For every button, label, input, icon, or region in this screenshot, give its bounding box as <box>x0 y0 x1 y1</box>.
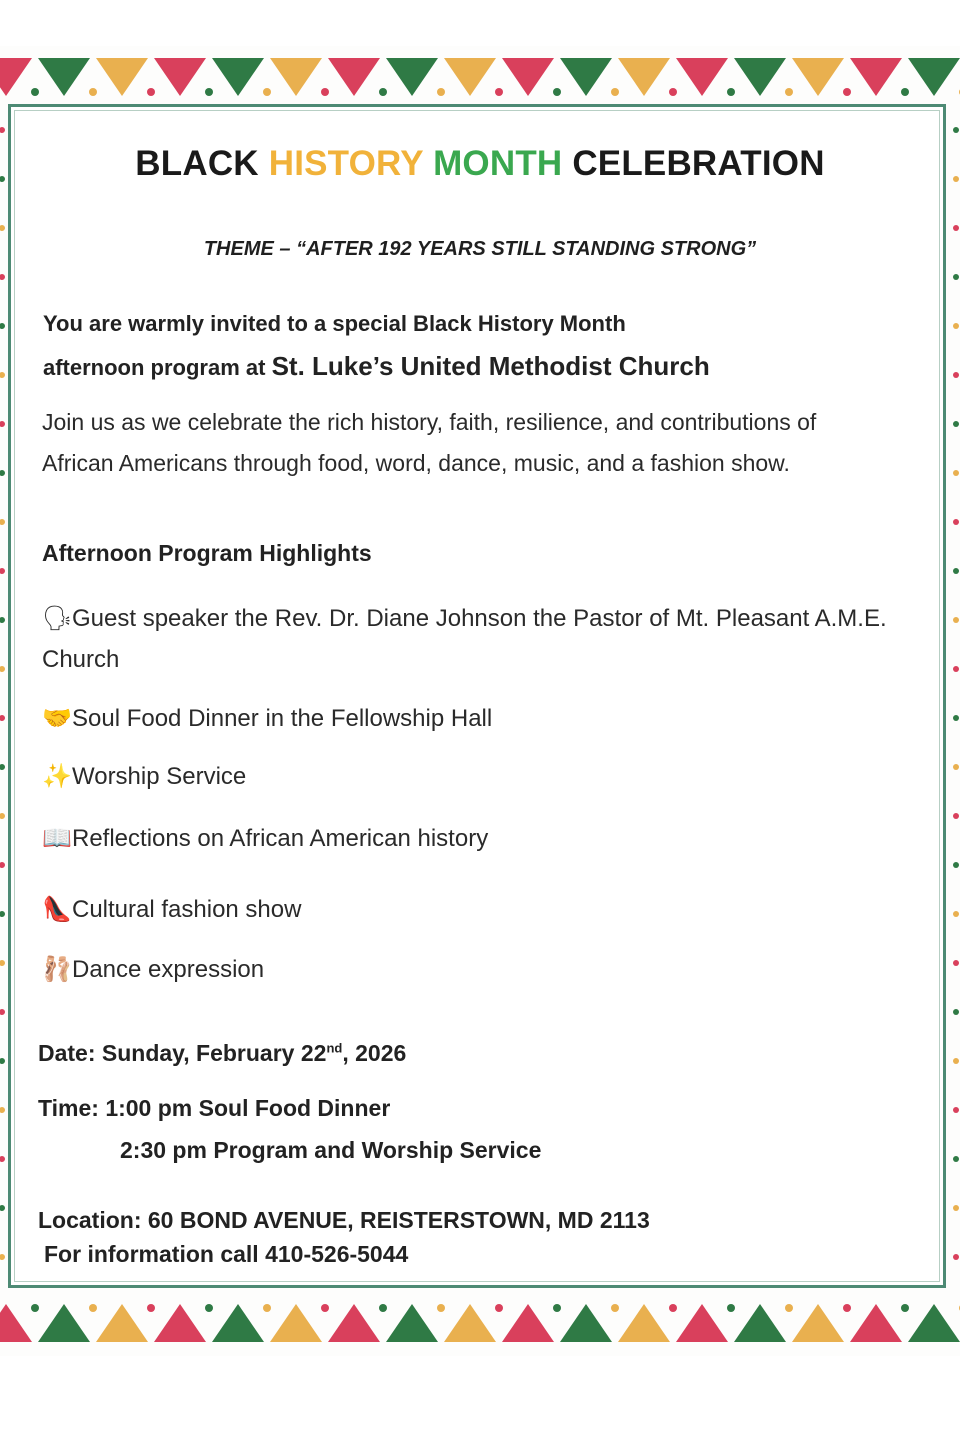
border-triangle <box>154 58 206 96</box>
title-word-black: BLACK <box>135 144 259 183</box>
border-triangle <box>502 58 554 96</box>
sparkles-icon: ✨ <box>42 763 72 790</box>
border-dot <box>31 1304 39 1312</box>
side-dot <box>0 1009 5 1015</box>
side-dot <box>0 764 5 770</box>
event-time-program: 2:30 pm Program and Worship Service <box>120 1137 542 1163</box>
side-dot <box>953 813 959 819</box>
side-dot <box>953 323 959 329</box>
border-dot <box>437 88 445 96</box>
border-triangle <box>502 1304 554 1342</box>
side-dot <box>953 568 959 574</box>
border-dot <box>495 88 503 96</box>
border-triangle <box>328 1304 380 1342</box>
contact-info: For information call 410-526-5044 <box>44 1241 409 1267</box>
invitation-text <box>43 302 923 389</box>
border-dot <box>263 1304 271 1312</box>
side-dot <box>953 470 959 476</box>
border-triangle <box>212 58 264 96</box>
invitation-line-1: You are warmly invited to a special Black History Month <box>43 311 626 336</box>
side-dot <box>0 1156 5 1162</box>
side-dot <box>953 1156 959 1162</box>
side-dot <box>953 1058 959 1064</box>
border-dot <box>901 1304 909 1312</box>
border-dot <box>379 88 387 96</box>
side-dot <box>0 960 5 966</box>
border-dot <box>785 1304 793 1312</box>
border-triangle <box>96 58 148 96</box>
border-dot <box>263 88 271 96</box>
border-dot <box>843 1304 851 1312</box>
border-triangle <box>212 1304 264 1342</box>
border-dot <box>785 88 793 96</box>
border-triangle <box>792 58 844 96</box>
border-triangle <box>328 58 380 96</box>
church-name: St. Luke’s United Methodist Church <box>271 351 710 381</box>
side-dot <box>0 470 5 476</box>
border-dot <box>205 88 213 96</box>
highlight-text: Dance expression <box>72 956 265 983</box>
border-dot <box>147 88 155 96</box>
side-dot <box>0 372 5 378</box>
ballet-shoes-icon: 🩰 <box>42 956 72 983</box>
date-ordinal: nd <box>326 1040 343 1056</box>
side-dot <box>0 127 5 133</box>
highlight-item-reflections <box>42 818 902 859</box>
border-dot <box>843 88 851 96</box>
side-dot <box>953 225 959 231</box>
title-word-history: HISTORY <box>268 144 424 183</box>
side-dot <box>953 1107 959 1113</box>
side-dot <box>953 862 959 868</box>
side-dot <box>0 421 5 427</box>
side-dot <box>953 617 959 623</box>
speaking-head-icon: 🗣 <box>42 605 73 632</box>
border-triangle <box>850 58 902 96</box>
highlight-item-dance-expression <box>42 949 902 990</box>
border-triangle <box>618 58 670 96</box>
side-dot <box>0 519 5 525</box>
border-dot <box>669 1304 677 1312</box>
event-location: Location: 60 BOND AVENUE, REISTERSTOWN, MD 2113 <box>38 1207 650 1233</box>
event-time-dinner: Time: 1:00 pm Soul Food Dinner <box>38 1095 391 1121</box>
side-dot <box>0 274 5 280</box>
highlight-text: Soul Food Dinner in the Fellowship Hall <box>72 705 493 732</box>
border-triangle <box>560 1304 612 1342</box>
border-triangle <box>792 1304 844 1342</box>
border-dot <box>31 88 39 96</box>
side-dot <box>953 519 959 525</box>
border-dot <box>727 1304 735 1312</box>
title-word-celebration: CELEBRATION <box>572 144 825 183</box>
border-triangle <box>270 58 322 96</box>
side-dot <box>0 862 5 868</box>
invitation-line-2 <box>43 345 923 389</box>
border-triangle <box>618 1304 670 1342</box>
side-dot <box>0 1254 5 1260</box>
side-dot <box>953 911 959 917</box>
title-word-month: MONTH <box>433 144 563 183</box>
highlight-text: Cultural fashion show <box>72 896 302 923</box>
highlight-text: Guest speaker the Rev. Dr. Diane Johnson the Pastor of Mt. Pleasant A.M.E. Church <box>42 605 887 673</box>
highlight-item-worship-service <box>42 756 902 797</box>
border-dot <box>379 1304 387 1312</box>
date-text: Date: Sunday, February 22 <box>38 1040 327 1066</box>
event-date <box>38 1040 406 1067</box>
border-triangle <box>0 58 32 96</box>
border-triangle <box>850 1304 902 1342</box>
side-dot <box>0 1107 5 1113</box>
highlight-item-soul-food-dinner <box>42 698 902 739</box>
border-dot <box>147 1304 155 1312</box>
border-triangle <box>96 1304 148 1342</box>
high-heel-icon: 👠 <box>42 896 72 923</box>
bottom-border-pattern <box>0 1290 960 1348</box>
border-dot <box>89 88 97 96</box>
side-dot <box>0 813 5 819</box>
side-dot <box>0 911 5 917</box>
border-triangle <box>908 1304 960 1342</box>
border-dot <box>669 88 677 96</box>
side-dot <box>0 715 5 721</box>
side-dot <box>953 1009 959 1015</box>
side-dot <box>953 1254 959 1260</box>
border-triangle <box>38 1304 90 1342</box>
side-dot <box>953 1205 959 1211</box>
border-triangle <box>154 1304 206 1342</box>
side-dot <box>0 666 5 672</box>
border-dot <box>553 88 561 96</box>
side-dot <box>0 323 5 329</box>
highlight-item-guest-speaker <box>42 598 902 680</box>
border-dot <box>89 1304 97 1312</box>
border-dot <box>901 88 909 96</box>
border-dot <box>727 88 735 96</box>
side-dot <box>953 127 959 133</box>
border-triangle <box>444 1304 496 1342</box>
side-dot <box>0 617 5 623</box>
side-dot <box>953 274 959 280</box>
border-triangle <box>0 1304 32 1342</box>
border-triangle <box>734 58 786 96</box>
highlights-heading: Afternoon Program Highlights <box>42 540 372 566</box>
side-dot <box>0 568 5 574</box>
side-dot <box>953 715 959 721</box>
border-dot <box>205 1304 213 1312</box>
border-dot <box>437 1304 445 1312</box>
side-dot <box>953 960 959 966</box>
date-year: , 2026 <box>342 1040 407 1066</box>
event-title <box>0 144 960 184</box>
border-triangle <box>676 1304 728 1342</box>
side-dot <box>0 1058 5 1064</box>
handshake-icon: 🤝 <box>42 705 72 732</box>
intro-paragraph: Join us as we celebrate the rich history, faith, resilience, and contributions of African Americans through food, word, dance, music, and a fashion show. <box>42 409 817 476</box>
border-triangle <box>676 58 728 96</box>
border-triangle <box>734 1304 786 1342</box>
border-dot <box>495 1304 503 1312</box>
border-dot <box>611 88 619 96</box>
border-triangle <box>444 58 496 96</box>
border-triangle <box>38 58 90 96</box>
border-triangle <box>386 58 438 96</box>
border-dot <box>611 1304 619 1312</box>
border-triangle <box>270 1304 322 1342</box>
side-dot <box>953 764 959 770</box>
open-book-icon: 📖 <box>42 825 72 852</box>
border-dot <box>321 1304 329 1312</box>
side-dot <box>953 666 959 672</box>
side-dot <box>0 1205 5 1211</box>
side-dot <box>0 225 5 231</box>
invitation-line-2-text: afternoon program at <box>43 355 272 380</box>
side-dot <box>953 421 959 427</box>
side-dot <box>953 372 959 378</box>
border-triangle <box>908 58 960 96</box>
border-triangle <box>560 58 612 96</box>
border-dot <box>553 1304 561 1312</box>
border-dot <box>321 88 329 96</box>
top-border-pattern <box>0 52 960 110</box>
highlight-item-fashion-show <box>42 889 902 930</box>
event-theme: THEME – “AFTER 192 YEARS STILL STANDING STRONG” <box>203 238 757 260</box>
highlight-text: Worship Service <box>72 763 247 790</box>
border-triangle <box>386 1304 438 1342</box>
highlight-text: Reflections on African American history <box>72 825 489 852</box>
